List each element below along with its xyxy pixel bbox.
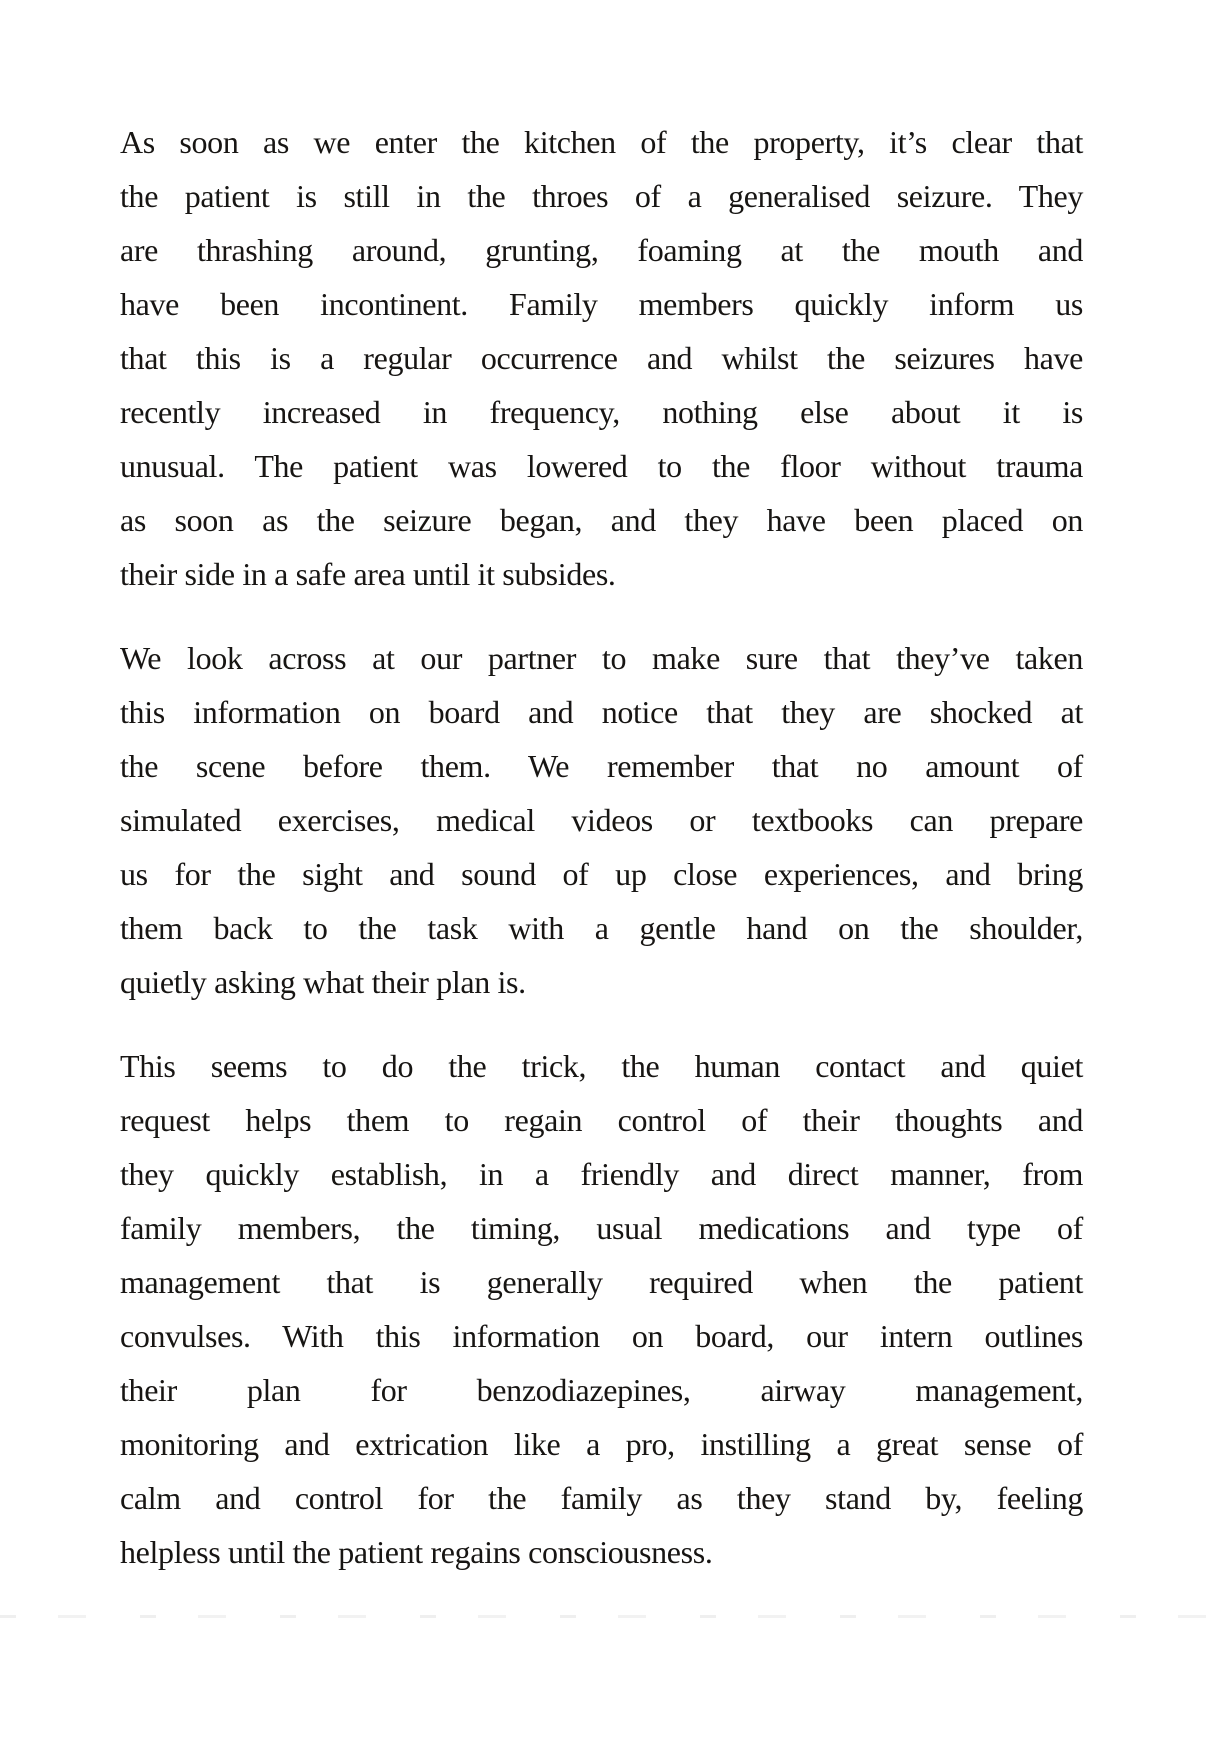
paragraph <box>120 1039 1083 1579</box>
text-line: them back to the task with a gentle hand on the shoulder, <box>120 910 1083 946</box>
text-line: have been incontinent. Family members quickly inform us <box>120 286 1083 322</box>
text-line: management that is generally required when the patient <box>120 1264 1083 1300</box>
text-line: This seems to do the trick, the human contact and quiet <box>120 1048 1083 1084</box>
paragraph <box>120 115 1083 601</box>
text-line: us for the sight and sound of up close experiences, and bring <box>120 856 1083 892</box>
text-line: helpless until the patient regains consciousness. <box>120 1534 713 1570</box>
text-line: as soon as the seizure began, and they have been placed on <box>120 502 1083 538</box>
text-line: monitoring and extrication like a pro, instilling a great sense of <box>120 1426 1083 1462</box>
text-line: simulated exercises, medical videos or textbooks can prepare <box>120 802 1083 838</box>
text-line: convulses. With this information on board, our intern outlines <box>120 1318 1083 1354</box>
paragraph <box>120 631 1083 1009</box>
text-line: unusual. The patient was lowered to the floor without trauma <box>120 448 1083 484</box>
text-line: As soon as we enter the kitchen of the property, it’s clear that <box>120 124 1083 160</box>
text-line: this information on board and notice that they are shocked at <box>120 694 1083 730</box>
body-text <box>120 115 1083 1609</box>
text-line: calm and control for the family as they stand by, feeling <box>120 1480 1083 1516</box>
text-line: their plan for benzodiazepines, airway management, <box>120 1372 1083 1408</box>
text-line: request helps them to regain control of their thoughts and <box>120 1102 1083 1138</box>
text-line: quietly asking what their plan is. <box>120 964 526 1000</box>
text-line: recently increased in frequency, nothing else about it is <box>120 394 1083 430</box>
text-line: that this is a regular occurrence and whilst the seizures have <box>120 340 1083 376</box>
text-line: their side in a safe area until it subsides. <box>120 556 616 592</box>
text-line: they quickly establish, in a friendly and direct manner, from <box>120 1156 1083 1192</box>
text-line: We look across at our partner to make sure that they’ve taken <box>120 640 1083 676</box>
scan-artifact-line <box>0 1615 1214 1618</box>
text-line: the patient is still in the throes of a generalised seizure. They <box>120 178 1083 214</box>
text-line: family members, the timing, usual medications and type of <box>120 1210 1083 1246</box>
text-line: are thrashing around, grunting, foaming at the mouth and <box>120 232 1083 268</box>
text-line: the scene before them. We remember that no amount of <box>120 748 1083 784</box>
